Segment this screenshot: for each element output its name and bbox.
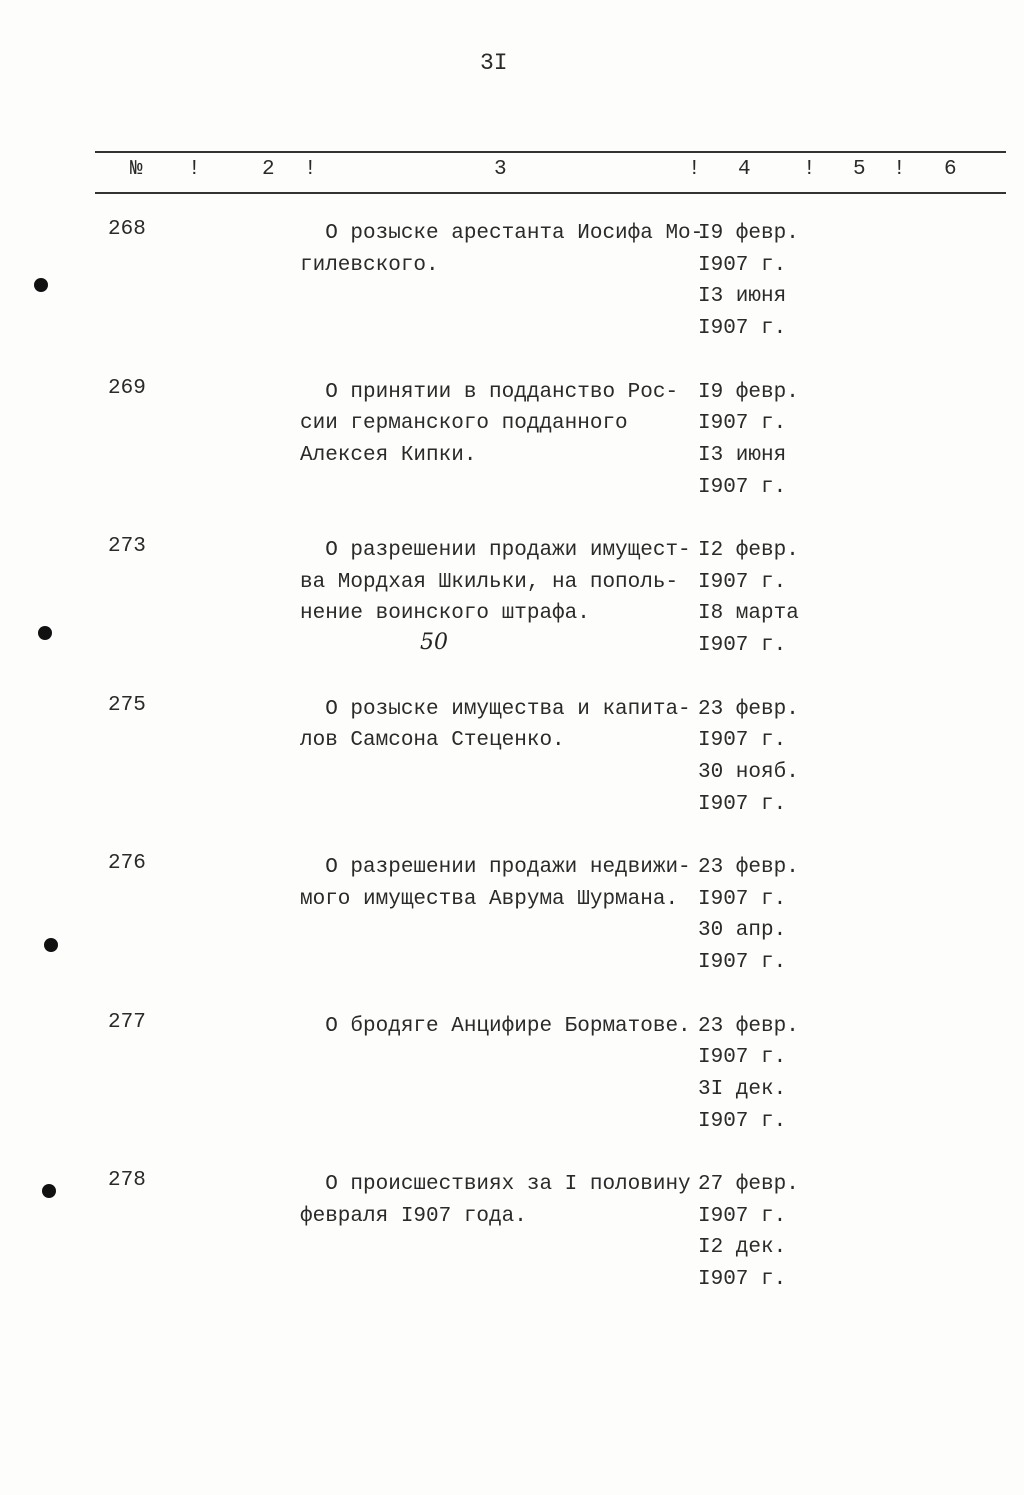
date-line: I907 г. bbox=[698, 1204, 787, 1228]
date-line: I907 г. bbox=[698, 317, 787, 341]
description-line: мого имущества Аврума Шурмана. bbox=[300, 887, 679, 911]
date-line: I907 г. bbox=[698, 951, 787, 975]
date-line: I8 марта bbox=[698, 602, 799, 626]
case-number: 278 bbox=[108, 1169, 146, 1192]
description-line: февраля I907 года. bbox=[300, 1204, 527, 1228]
handwritten-note: 50 bbox=[420, 630, 448, 655]
description-line: лов Самсона Стеценко. bbox=[300, 729, 565, 753]
date-line: 3I дек. bbox=[698, 1077, 787, 1101]
description-line: гилевского. bbox=[300, 253, 439, 277]
header-col-number: № bbox=[130, 158, 143, 181]
date-line: I3 июня bbox=[698, 443, 787, 467]
date-line: I907 г. bbox=[698, 729, 787, 753]
date-line: 23 февр. bbox=[698, 697, 799, 721]
description-line: О происшествиях за I половину bbox=[300, 1173, 691, 1196]
header-col-6: 6 bbox=[944, 158, 957, 181]
header-separator: ! bbox=[188, 158, 201, 181]
case-description bbox=[300, 1169, 695, 1232]
table-row bbox=[0, 694, 1024, 834]
date-line: I907 г. bbox=[698, 634, 787, 658]
date-line: I3 июня bbox=[698, 285, 787, 309]
case-description bbox=[300, 535, 695, 630]
description-line: О принятии в подданство Рос- bbox=[300, 380, 679, 404]
header-separator: ! bbox=[803, 158, 816, 181]
header-separator: ! bbox=[893, 158, 906, 181]
table-header-rule bbox=[95, 192, 1006, 194]
date-line: 23 февр. bbox=[698, 856, 799, 879]
punch-hole-mark bbox=[38, 626, 52, 640]
date-line: I9 февр. bbox=[698, 222, 799, 245]
header-col-4: 4 bbox=[738, 158, 751, 181]
date-line: I907 г. bbox=[698, 253, 787, 277]
table-row bbox=[0, 1011, 1024, 1151]
case-description bbox=[300, 852, 695, 915]
case-dates bbox=[698, 218, 799, 345]
date-line: I907 г. bbox=[698, 1046, 787, 1070]
case-dates bbox=[698, 535, 799, 662]
table-row bbox=[0, 218, 1024, 358]
date-line: 27 февр. bbox=[698, 1173, 799, 1196]
case-description bbox=[300, 1011, 695, 1043]
table-row bbox=[0, 1169, 1024, 1309]
punch-hole-mark bbox=[42, 1184, 56, 1198]
case-number: 275 bbox=[108, 693, 146, 717]
date-line: I907 г. bbox=[698, 570, 787, 594]
description-line: Алексея Кипки. bbox=[300, 443, 477, 467]
description-line: О розыске имущества и капита- bbox=[300, 697, 691, 721]
description-line: О разрешении продажи имущест- bbox=[300, 539, 691, 562]
case-number: 269 bbox=[108, 376, 146, 400]
case-number: 277 bbox=[108, 1010, 146, 1034]
punch-hole-mark bbox=[44, 938, 58, 952]
date-line: 30 нояб. bbox=[698, 760, 799, 784]
table-row bbox=[0, 377, 1024, 517]
date-line: I2 дек. bbox=[698, 1236, 787, 1260]
description-line: О розыске арестанта Иосифа Мо- bbox=[300, 222, 704, 245]
date-line: I907 г. bbox=[698, 412, 787, 436]
description-line: О бродяге Анцифире Борматове. bbox=[300, 1014, 691, 1038]
case-description bbox=[300, 694, 695, 757]
page-number: 3I bbox=[480, 50, 508, 76]
case-dates bbox=[698, 852, 799, 979]
date-line: I9 февр. bbox=[698, 380, 799, 404]
case-number: 268 bbox=[108, 218, 146, 241]
case-dates bbox=[698, 1169, 799, 1296]
case-dates bbox=[698, 1011, 799, 1138]
date-line: I907 г. bbox=[698, 887, 787, 911]
case-description bbox=[300, 218, 704, 281]
punch-hole-mark bbox=[34, 278, 48, 292]
description-line: О разрешении продажи недвижи- bbox=[300, 856, 691, 879]
header-separator: ! bbox=[304, 158, 317, 181]
date-line: I907 г. bbox=[698, 792, 787, 816]
header-col-3: 3 bbox=[494, 158, 507, 181]
table-row bbox=[0, 852, 1024, 992]
date-line: I907 г. bbox=[698, 1268, 787, 1292]
header-separator: ! bbox=[688, 158, 701, 181]
date-line: I2 февр. bbox=[698, 539, 799, 562]
date-line: I907 г. bbox=[698, 1109, 787, 1133]
description-line: нение воинского штрафа. bbox=[300, 602, 590, 626]
description-line: ва Мордхая Шкильки, на пополь- bbox=[300, 570, 679, 594]
case-dates bbox=[698, 377, 799, 504]
date-line: 30 апр. bbox=[698, 919, 787, 943]
table-row bbox=[0, 535, 1024, 675]
header-col-2: 2 bbox=[262, 158, 275, 181]
date-line: I907 г. bbox=[698, 475, 787, 499]
case-description bbox=[300, 377, 695, 472]
date-line: 23 февр. bbox=[698, 1014, 799, 1038]
case-number: 273 bbox=[108, 535, 146, 558]
header-col-5: 5 bbox=[853, 158, 866, 181]
case-number: 276 bbox=[108, 852, 146, 875]
table-top-rule bbox=[95, 151, 1006, 153]
case-dates bbox=[698, 694, 799, 821]
description-line: сии германского подданного bbox=[300, 412, 628, 436]
